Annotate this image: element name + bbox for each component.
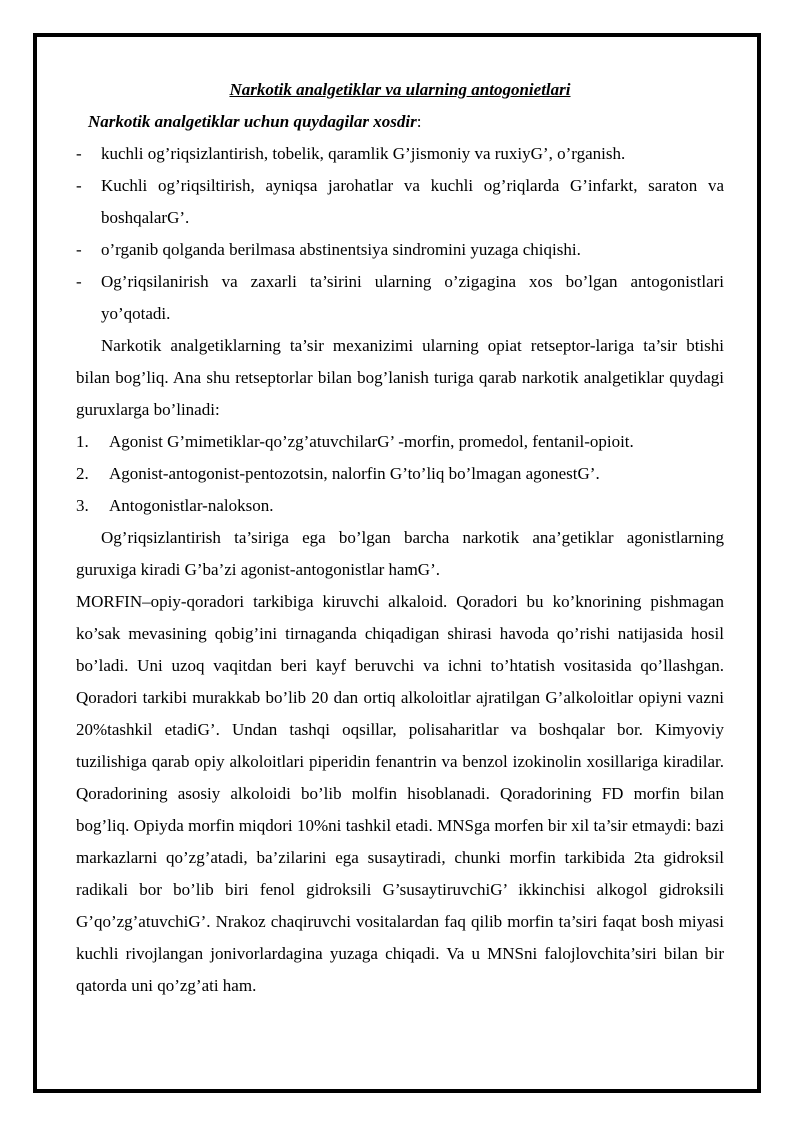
- list-item-text: Og’riqsilanirish va zaxarli ta’sirini ularning o’zigagina xos bo’lgan antogonistlari yo’qotadi.: [101, 272, 724, 323]
- bullet-marker: -: [76, 176, 82, 195]
- list-item: [76, 170, 724, 234]
- numbered-item: [76, 490, 724, 522]
- paragraph-morfin: MORFIN–opiy-qoradori tarkibiga kiruvchi alkaloid. Qoradori bu ko’knorining pishmagan ko’sak mevasining qobig’ini tirnaganda chiqadigan shirasi havoda qo’rishi natijasida hosil bo’ladi. Uni uzoq vaqitdan beri kayf beruvchi va ichni to’htatish vositasida qo’llashgan. Qoradori tarkibi murakkab bo’lib 20 dan ortiq alkoloitlar ajratilgan G’alkoloitlar opiyni vazni 20%tashkil etadiG’. Undan tashqi oqsillar, polisaharitlar va boshqalar bor. Kimyoviy tuzilishiga qarab opiy alkoloitlari piperidin fenantrin va benzol izokinolin xosillariga kiradilar. Qoradorining asosiy alkoloidi bo’lib molfin hisoblanadi. Qoradorining FD morfin bilan bog’liq. Opiyda morfin miqdori 10%ni tashkil etadi. MNSga morfen bir xil ta’sir etmaydi: bazi markazlarni qo’zg’atadi, ba’zilarini ega susaytiradi, chunki morfin tarkibida 2ta gidroksil radikali bor bo’lib biri fenol gidroksili G’susaytiruvchiG’ ikkinchisi alkogol gidroksili G’qo’zg’atuvchiG’. Nrakoz chaqiruvchi vositalardan faq qilib morfin ta’siri faqat bosh miyasi kuchli rivojlangan jonivorlardagina yuzaga chiqadi. Va u MNSni falojlovchita’siri bilan bir qatorda uni qo’zg’ati ham.: [76, 592, 724, 995]
- features-list: [76, 138, 724, 330]
- list-item-text: o’rganib qolganda berilmasa abstinentsiya sindromini yuzaga chiqishi.: [101, 240, 581, 259]
- subtitle-colon: :: [416, 112, 422, 131]
- list-item: [76, 234, 724, 266]
- bullet-marker: -: [76, 144, 82, 163]
- numbered-item: [76, 458, 724, 490]
- list-item: [76, 266, 724, 330]
- paragraph-mechanism: Narkotik analgetiklarning ta’sir mexanizimi ularning opiat retseptor-lariga ta’sir btishi bilan bog’liq. Ana shu retseptorlar bilan bog’lanish turiga qarab narkotik analgetiklar quydagi guruxlarga bo’linadi:: [76, 336, 724, 419]
- bullet-marker: -: [76, 272, 82, 291]
- item-number: 2.: [76, 464, 89, 483]
- numbered-item-text: Agonist-antogonist-pentozotsin, nalorfin G’to’liq bo’lmagan agonestG’.: [109, 464, 600, 483]
- paragraph-group: Og’riqsizlantirish ta’siriga ega bo’lgan barcha narkotik ana’getiklar agonistlarning guruxiga kiradi G’ba’zi agonist-antogonistlar hamG’.: [76, 528, 724, 579]
- document-title: Narkotik analgetiklar va ularning antogonietlari: [229, 80, 571, 99]
- numbered-item-text: Agonist G’mimetiklar-qo’zg’atuvchilarG’ -morfin, promedol, fentanil-opioit.: [109, 432, 634, 451]
- numbered-item-text: Antogonistlar-nalokson.: [109, 496, 274, 515]
- list-item: [76, 138, 724, 170]
- subtitle-lead: Narkotik analgetiklar uchun quydagilar xosdir: [88, 112, 417, 131]
- item-number: 3.: [76, 496, 89, 515]
- bullet-marker: -: [76, 240, 82, 259]
- document-body: [76, 74, 724, 1002]
- item-number: 1.: [76, 432, 89, 451]
- section-subtitle: [76, 106, 724, 138]
- numbered-item: [76, 426, 724, 458]
- list-item-text: kuchli og’riqsizlantirish, tobelik, qaramlik G’jismoniy va ruxiyG’, o’rganish.: [101, 144, 626, 163]
- numbered-list: [76, 426, 724, 522]
- list-item-text: Kuchli og’riqsiltirish, ayniqsa jarohatlar va kuchli og’riqlarda G’infarkt, saraton va boshqalarG’.: [101, 176, 724, 227]
